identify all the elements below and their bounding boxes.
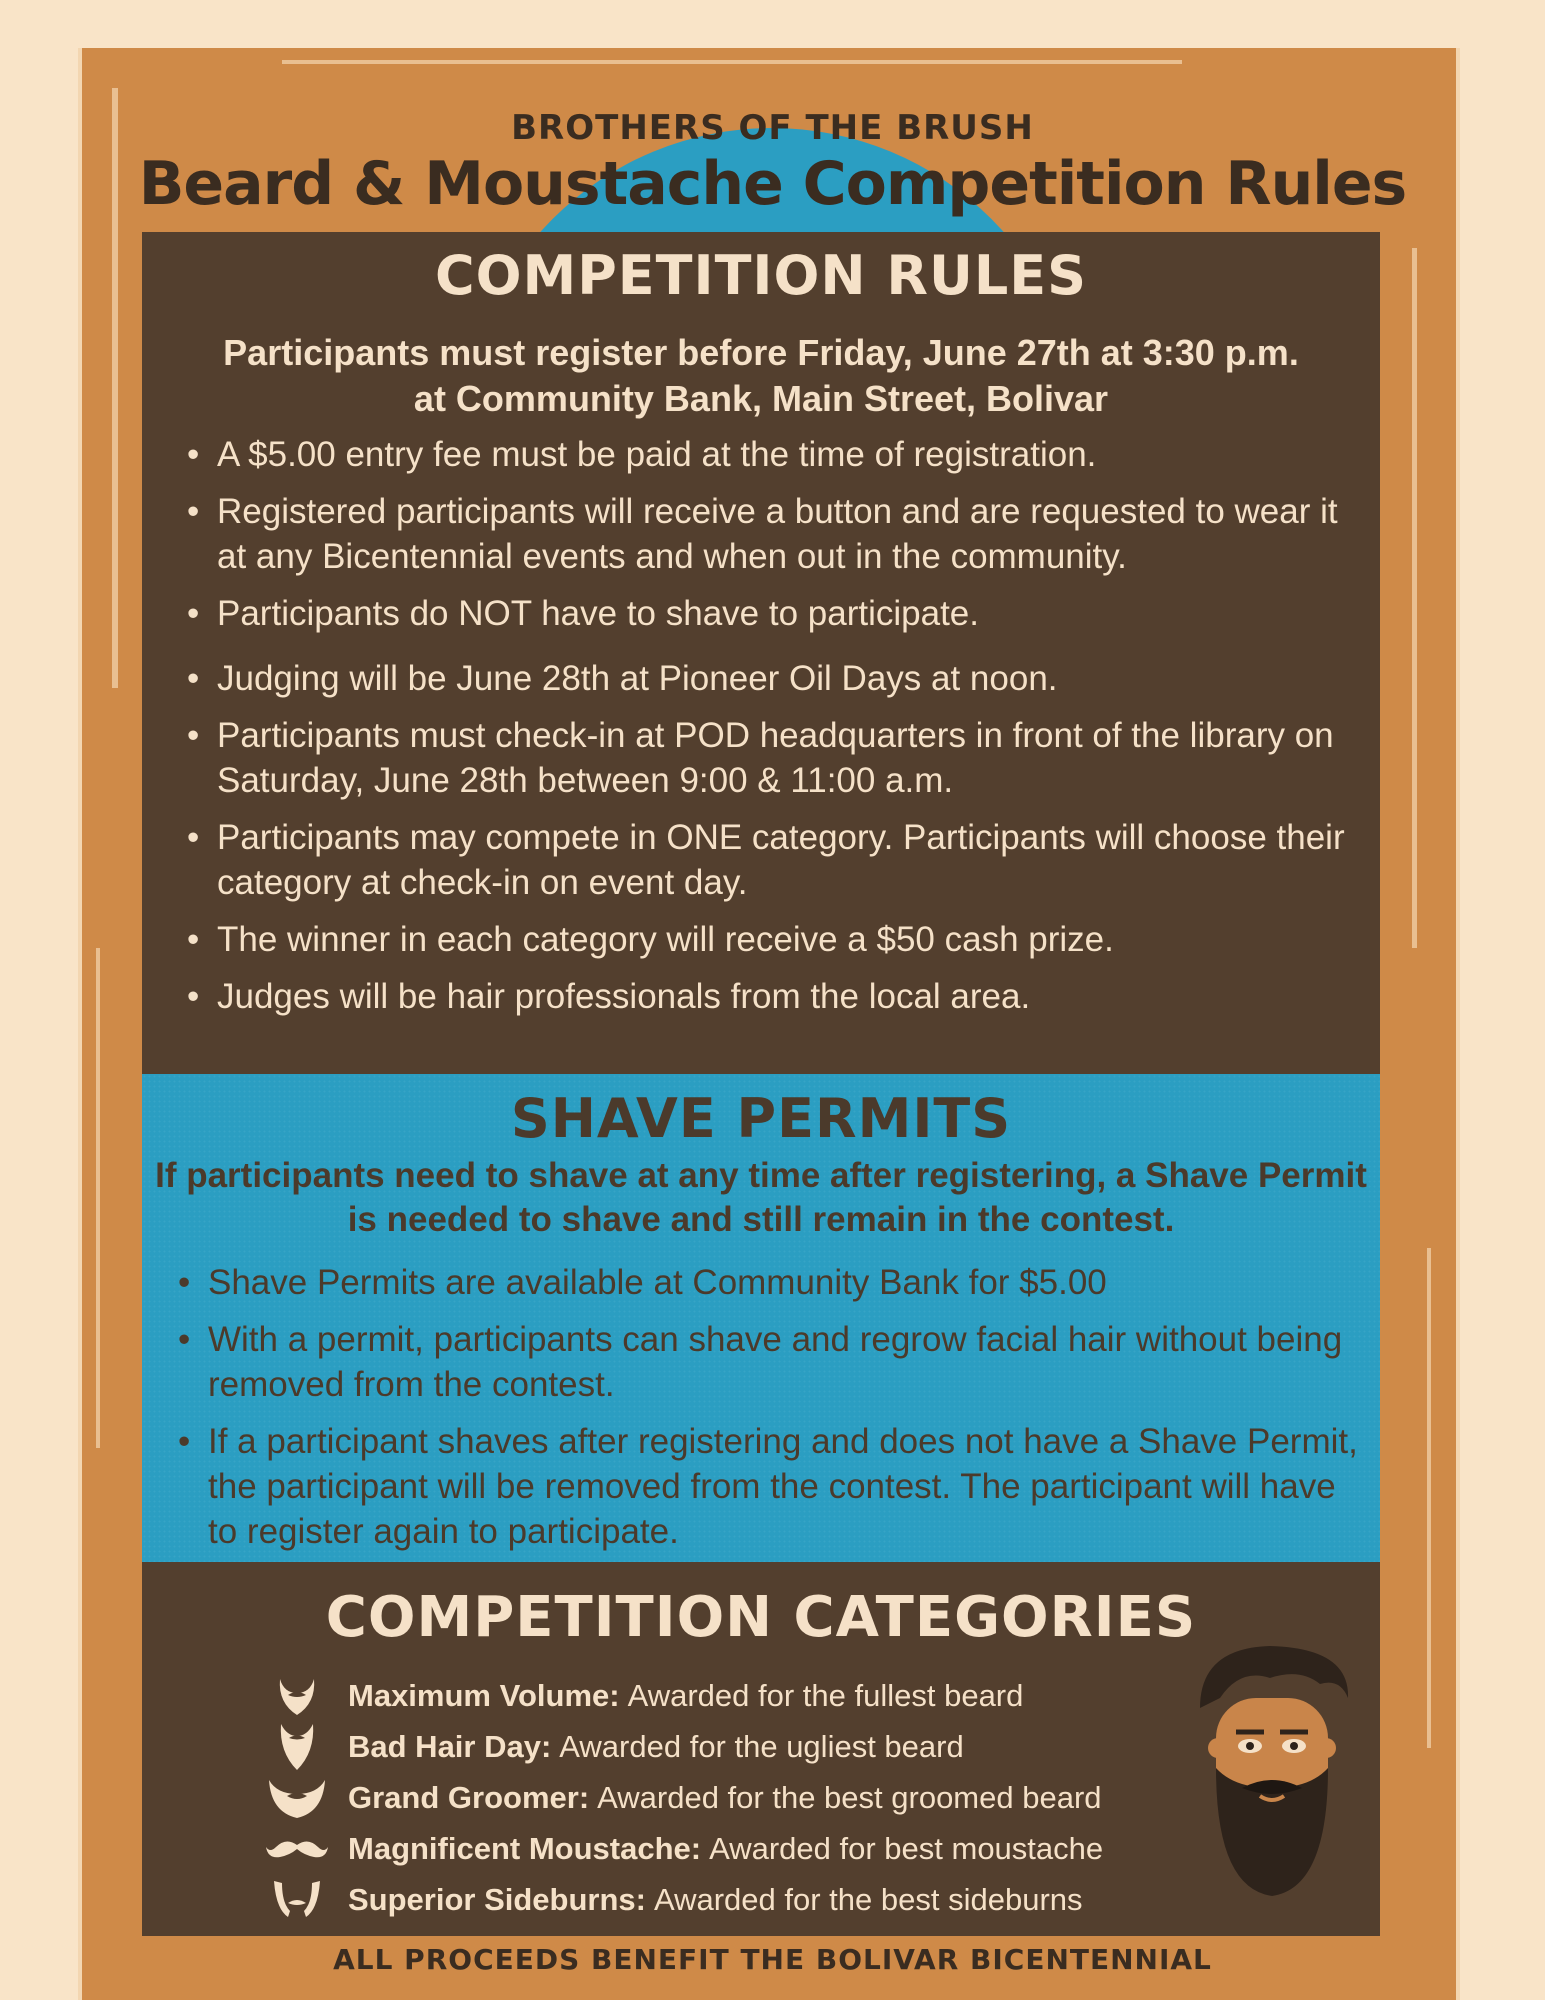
poster-header xyxy=(0,108,1545,218)
shave-list xyxy=(142,1260,1380,1554)
registration-info: Participants must register before Friday, June 27th at 3:30 p.m. at Community Bank, Main Street, Bolivar xyxy=(223,332,1299,419)
rule-item: • Registered participants will receive a button and are requested to wear it at any Bicentennial events and when out in the community. xyxy=(217,489,1380,579)
rule-item: • Judges will be hair professionals from the local area. xyxy=(217,974,1380,1019)
footer-note: ALL PROCEEDS BENEFIT THE BOLIVAR BICENTENNIAL xyxy=(333,1943,1212,1976)
rules-list xyxy=(142,432,1380,1019)
rule-item: • The winner in each category will receive a $50 cash prize. xyxy=(217,917,1380,962)
shave-item: • With a permit, participants can shave and regrow facial hair without being removed from the contest. xyxy=(208,1317,1380,1407)
rule-item: • A $5.00 entry fee must be paid at the time of registration. xyxy=(217,432,1380,477)
poster-title: Beard & Moustache Competition Rules xyxy=(138,149,1407,219)
sideburns-icon xyxy=(262,1877,332,1923)
full-beard-icon xyxy=(262,1673,332,1719)
category-item: Superior Sideburns: Awarded for the best sideburns xyxy=(262,1874,1162,1925)
competition-rules-section xyxy=(142,232,1380,1074)
shave-permits-section xyxy=(142,1074,1380,1562)
rule-item: • Participants may compete in ONE category. Participants will choose their category at check-in on event day. xyxy=(217,815,1380,905)
rules-heading: COMPETITION RULES xyxy=(434,244,1088,307)
category-item: Grand Groomer: Awarded for the best groomed beard xyxy=(262,1772,1162,1823)
rule-item: • Judging will be June 28th at Pioneer Oil Days at noon. xyxy=(217,656,1380,701)
category-item: Magnificent Moustache: Awarded for best moustache xyxy=(262,1823,1162,1874)
long-beard-icon xyxy=(262,1724,332,1770)
groomed-beard-icon xyxy=(262,1775,332,1821)
shave-item: • If a participant shaves after registering and does not have a Shave Permit, the participant will be removed from the contest. The participant will have to register again to participate. xyxy=(208,1419,1380,1554)
shave-intro: If participants need to shave at any time after registering, a Shave Permit is needed to shave and still remain in the contest. xyxy=(155,1156,1367,1239)
categories-heading: COMPETITION CATEGORIES xyxy=(325,1585,1197,1650)
rule-item: • Participants do NOT have to shave to participate. xyxy=(217,591,1380,636)
category-item: Bad Hair Day: Awarded for the ugliest beard xyxy=(262,1721,1162,1772)
shave-item: • Shave Permits are available at Community Bank for $5.00 xyxy=(208,1260,1380,1305)
moustache-icon xyxy=(262,1826,332,1872)
categories-list xyxy=(262,1670,1162,1925)
rule-item: • Participants must check-in at POD headquarters in front of the library on Saturday, June 28th between 9:00 & 11:00 a.m. xyxy=(217,713,1380,803)
poster-kicker: BROTHERS OF THE BRUSH xyxy=(511,108,1034,148)
shave-heading: SHAVE PERMITS xyxy=(510,1087,1012,1150)
competition-categories-section xyxy=(142,1562,1380,1936)
bearded-man-illustration xyxy=(1180,1638,1360,1898)
category-item: Maximum Volume: Awarded for the fullest beard xyxy=(262,1670,1162,1721)
